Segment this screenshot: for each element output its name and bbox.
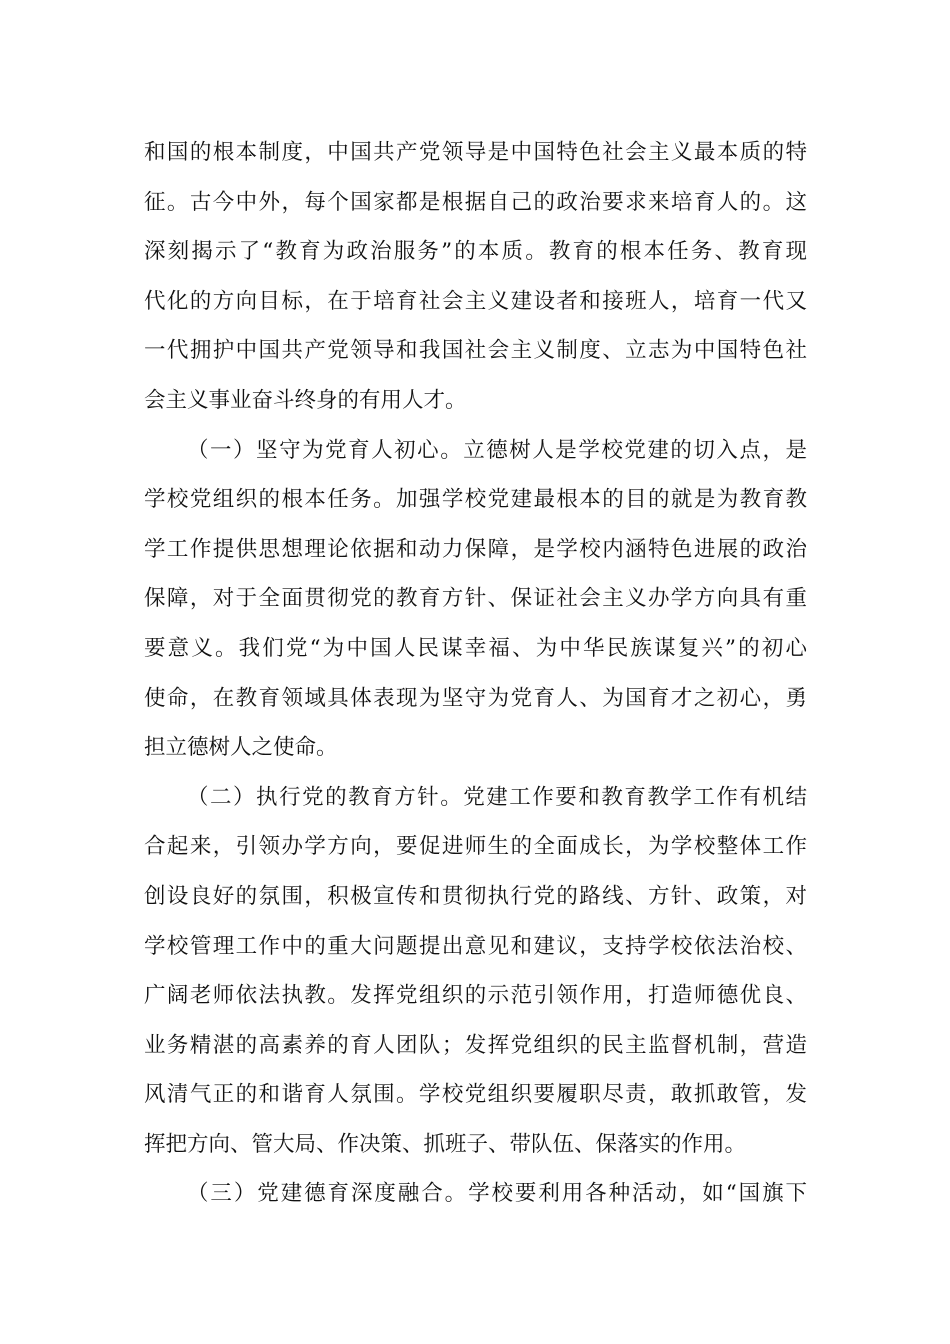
text-line: 使命，在教育领域具体表现为坚守为党育人、为国育才之初心，勇 bbox=[144, 685, 807, 711]
text-line: 广阔老师依法执教。发挥党组织的示范引领作用，打造师德优良、 bbox=[144, 983, 807, 1009]
text-line: 学校管理工作中的重大问题提出意见和建议，支持学校依法治校、 bbox=[144, 933, 807, 959]
text-line: 和国的根本制度，中国共产党领导是中国特色社会主义最本质的特 bbox=[144, 140, 807, 165]
text-line: 挥把方向、管大局、作决策、抓班子、带队伍、保落实的作用。 bbox=[144, 1131, 747, 1157]
document-page bbox=[144, 128, 807, 1219]
paragraph-section-3 bbox=[144, 1169, 807, 1219]
text-line: 学校党组织的根本任务。加强学校党建最根本的目的就是为教育教 bbox=[144, 487, 807, 513]
text-line: 合起来，引领办学方向，要促进师生的全面成长，为学校整体工作 bbox=[144, 834, 807, 860]
text-line: 担立德树人之使命。 bbox=[144, 735, 338, 761]
text-line: 代化的方向目标，在于培育社会主义建设者和接班人，培育一代又 bbox=[144, 288, 807, 314]
section-heading-line: （一）坚守为党育人初心。立德树人是学校党建的切入点，是 bbox=[187, 437, 807, 463]
text-line: 学工作提供思想理论依据和动力保障，是学校内涵特色进展的政治 bbox=[144, 536, 807, 562]
text-line: 保障，对于全面贯彻党的教育方针、保证社会主义办学方向具有重 bbox=[144, 586, 807, 612]
text-line: 风清气正的和谐育人氛围。学校党组织要履职尽责，敢抓敢管，发 bbox=[144, 1082, 807, 1108]
paragraph-section-2 bbox=[144, 773, 807, 1170]
text-line: 创设良好的氛围，积极宣传和贯彻执行党的路线、方针、政策，对 bbox=[144, 883, 807, 909]
text-line: 会主义事业奋斗终身的有用人才。 bbox=[144, 387, 467, 413]
text-line: 业务精湛的高素养的育人团队；发挥党组织的民主监督机制，营造 bbox=[144, 1032, 807, 1058]
text-line: 深刻揭示了“教育为政治服务”的本质。教育的根本任务、教育现 bbox=[144, 239, 807, 265]
section-heading-line: （二）执行党的教育方针。党建工作要和教育教学工作有机结 bbox=[187, 784, 807, 810]
paragraph-intro bbox=[144, 128, 807, 426]
section-heading-line: （三）党建德育深度融合。学校要利用各种活动，如“国旗下 bbox=[187, 1181, 807, 1207]
paragraph-section-1 bbox=[144, 426, 807, 773]
text-line: 要意义。我们党“为中国人民谋幸福、为中华民族谋复兴”的初心 bbox=[144, 635, 807, 661]
text-line: 一代拥护中国共产党领导和我国社会主义制度、立志为中国特色社 bbox=[144, 338, 807, 364]
text-line: 征。古今中外，每个国家都是根据自己的政治要求来培育人的。这 bbox=[144, 189, 807, 215]
